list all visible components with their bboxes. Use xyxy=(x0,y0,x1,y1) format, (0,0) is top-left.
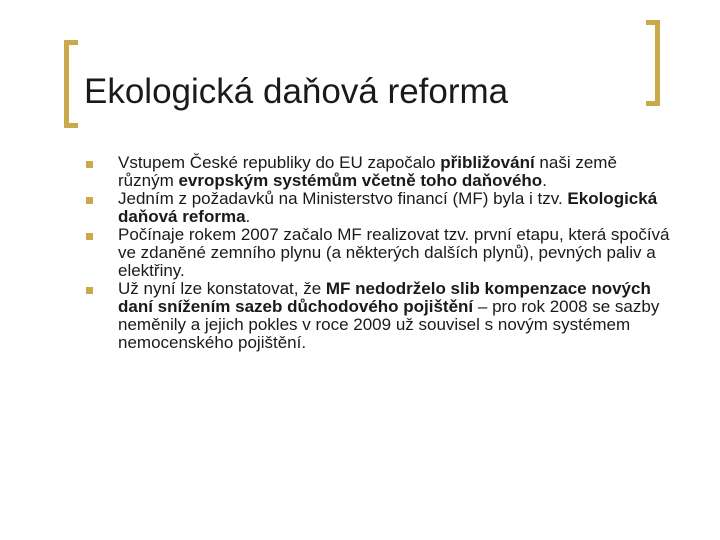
bullet-item xyxy=(84,190,674,226)
square-bullet-icon xyxy=(86,161,93,168)
bullet-item xyxy=(84,280,674,352)
bullet-item xyxy=(84,226,674,280)
bullet-text: Vstupem České republiky do EU započalo přibližování naši země různým evropským systémům včetně toho daňového. xyxy=(118,153,617,190)
bullet-item xyxy=(84,154,674,190)
bullet-text: Jedním z požadavků na Ministerstvo financí (MF) byla i tzv. Ekologická daňová reforma. xyxy=(118,189,658,226)
slide-title: Ekologická daňová reforma xyxy=(84,72,509,111)
bullet-list xyxy=(84,154,674,352)
bullet-text: Už nyní lze konstatovat, že MF nedodrželo slib kompenzace nových daní snížením sazeb důchodového pojištění – pro rok 2008 se sazby neměnily a jejich pokles v roce 2009 už souvisel s novým systémem nemocenského pojištění. xyxy=(118,279,660,352)
square-bullet-icon xyxy=(86,233,93,240)
bullet-text: Počínaje rokem 2007 začalo MF realizovat tzv. první etapu, která spočívá ve zdaněné zemního plynu (a některých dalších plynů), pevných paliv a elektřiny. xyxy=(118,225,670,280)
square-bullet-icon xyxy=(86,287,93,294)
square-bullet-icon xyxy=(86,197,93,204)
left-bracket-decoration xyxy=(64,40,78,128)
right-bracket-decoration xyxy=(646,20,660,106)
